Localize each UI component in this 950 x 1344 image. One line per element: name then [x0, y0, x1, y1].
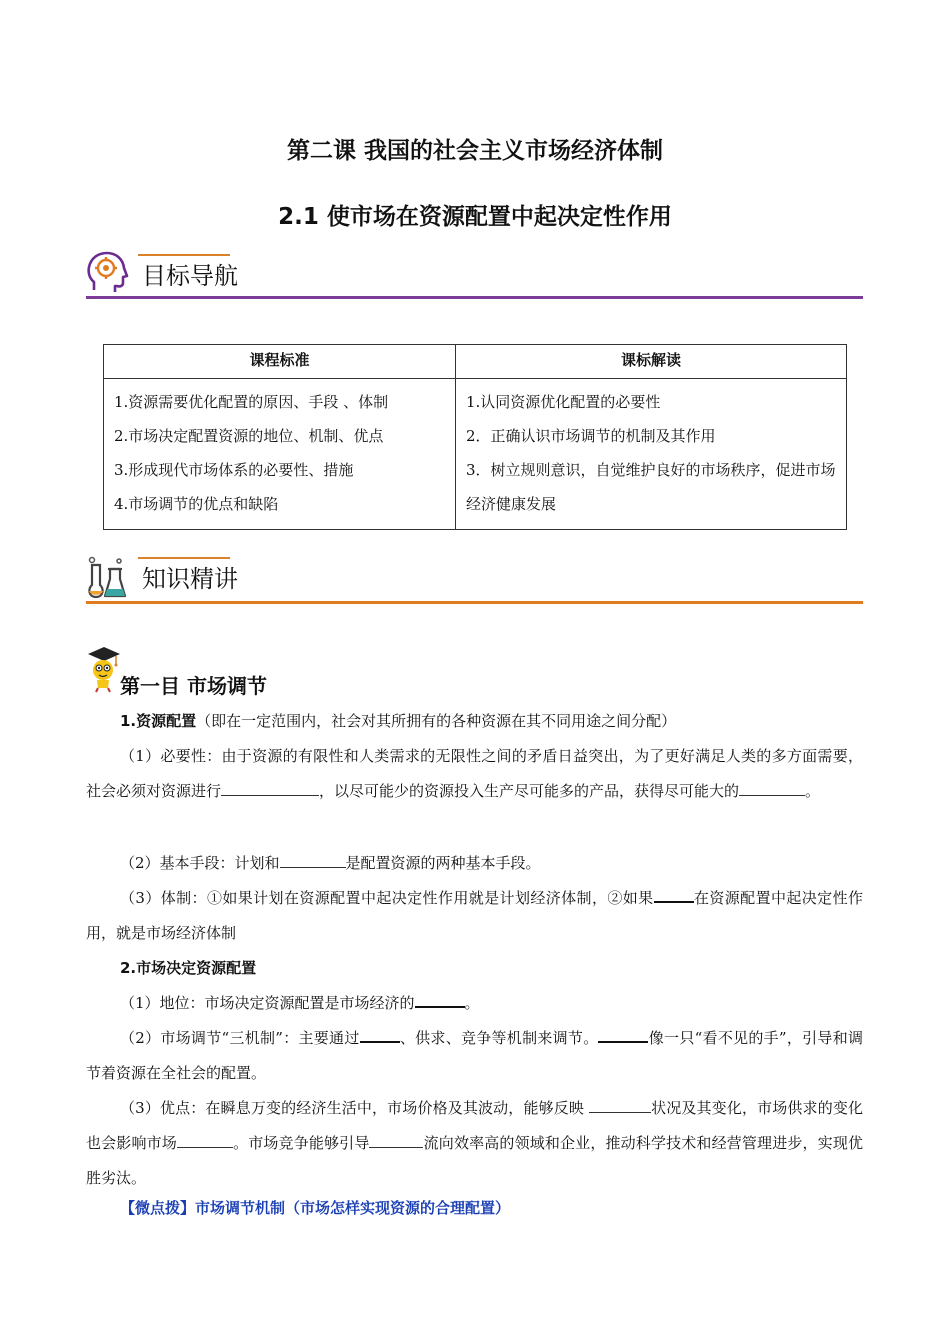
fill-blank[interactable] [415, 992, 465, 1008]
list-item: 1.认同资源优化配置的必要性 [466, 393, 661, 411]
fill-blank[interactable] [589, 1097, 651, 1113]
text-segment: （2）基本手段：计划和 [120, 854, 280, 872]
fill-blank[interactable] [369, 1132, 423, 1148]
knowledge-section-label: 知识精讲 [142, 565, 238, 593]
list-item: 2．正确认识市场调节的机制及其作用 [466, 427, 716, 445]
tip-heading: 【微点拨】市场调节机制（市场怎样实现资源的合理配置） [120, 1199, 511, 1217]
text-segment: 状况及其变化，市场供求的变化也会影响市场 [86, 1099, 863, 1152]
text-segment: 。市场竞争能够引导 [232, 1134, 370, 1152]
text-segment: 在资源配置中起决定性作用，就是市场经济体制 [86, 889, 863, 942]
scholar-mascot-icon [86, 644, 122, 698]
text-segment: 。 [805, 782, 821, 800]
list-item: 3．树立规则意识，自觉维护良好的市场秩序，促进市场经济健康发展 [466, 461, 836, 513]
fill-blank[interactable] [598, 1027, 648, 1043]
text-segment: 是配置资源的两种基本手段。 [345, 854, 541, 872]
fill-blank[interactable] [177, 1132, 233, 1148]
text-segment: （1）地位：市场决定资源配置是市场经济的 [120, 994, 415, 1012]
fill-blank[interactable] [654, 887, 694, 903]
paragraph-resource-allocation [86, 704, 863, 739]
standards-cell [104, 379, 456, 530]
lab-flask-icon [86, 555, 132, 605]
list-item: 2.市场决定配置资源的地位、机制、优点 [114, 427, 384, 445]
table-header-standard: 课程标准 [104, 345, 456, 379]
fill-blank[interactable] [739, 780, 805, 796]
table-row [104, 379, 847, 530]
paragraph-necessity [86, 739, 863, 809]
heading-resource-allocation: 1.资源配置 [120, 712, 197, 730]
list-item: 1.资源需要优化配置的原因、手段 、体制 [114, 393, 389, 411]
text-segment: 。 [464, 994, 480, 1012]
paragraph-market-heading [86, 951, 863, 986]
paragraph-system [86, 881, 863, 951]
text-segment: （2）市场调节“三机制”：主要通过 [120, 1029, 360, 1047]
text-segment: （1）必要性：由于资源的有限性和人类需求的无限性之间的矛盾日益突出，为了更好满足人类的多方面需要，社会必须对资源进行 [86, 747, 863, 800]
paragraph-advantages [86, 1091, 863, 1196]
interpretation-cell [456, 379, 847, 530]
knowledge-divider [86, 601, 863, 604]
goals-section-label: 目标导航 [142, 262, 238, 290]
brain-head-icon [86, 250, 130, 300]
list-item: 4.市场调节的优点和缺陷 [114, 495, 279, 513]
fill-blank[interactable] [360, 1027, 400, 1043]
list-item: 3.形成现代市场体系的必要性、措施 [114, 461, 354, 479]
fill-blank[interactable] [221, 780, 319, 796]
lesson-title: 第二课 我国的社会主义市场经济体制 [286, 138, 663, 164]
paragraph-status [86, 986, 863, 1021]
paragraph-three-mechanisms [86, 1021, 863, 1091]
text-segment: ，以尽可能少的资源投入生产尽可能多的产品，获得尽可能大的 [319, 782, 740, 800]
fill-blank[interactable] [280, 852, 346, 868]
standards-table [103, 344, 847, 530]
definition-text: （即在一定范围内，社会对其所拥有的各种资源在其不同用途之间分配） [196, 712, 677, 730]
goals-divider [86, 296, 863, 299]
section-title: 2.1 使市场在资源配置中起决定性作用 [278, 204, 672, 230]
paragraph-basic-means [86, 846, 863, 881]
text-segment: （3）体制：①如果计划在资源配置中起决定性作用就是计划经济体制，②如果 [120, 889, 654, 907]
table-header-interpretation: 课标解读 [456, 345, 847, 379]
table-header-row [104, 345, 847, 379]
text-segment: 像一只“看不见的手”，引导和调节着资源在全社会的配置。 [86, 1029, 863, 1082]
text-segment: 流向效率高的领域和企业，推动科学技术和经营管理进步，实现优胜劣汰。 [86, 1134, 863, 1187]
text-segment: 、供求、竞争等机制来调节。 [399, 1029, 599, 1047]
heading-market-allocation: 2.市场决定资源配置 [120, 959, 257, 977]
subsection-title: 第一目 市场调节 [120, 674, 267, 698]
text-segment: （3）优点：在瞬息万变的经济生活中，市场价格及其波动，能够反映 [120, 1099, 589, 1117]
paragraph-tip [86, 1195, 863, 1221]
